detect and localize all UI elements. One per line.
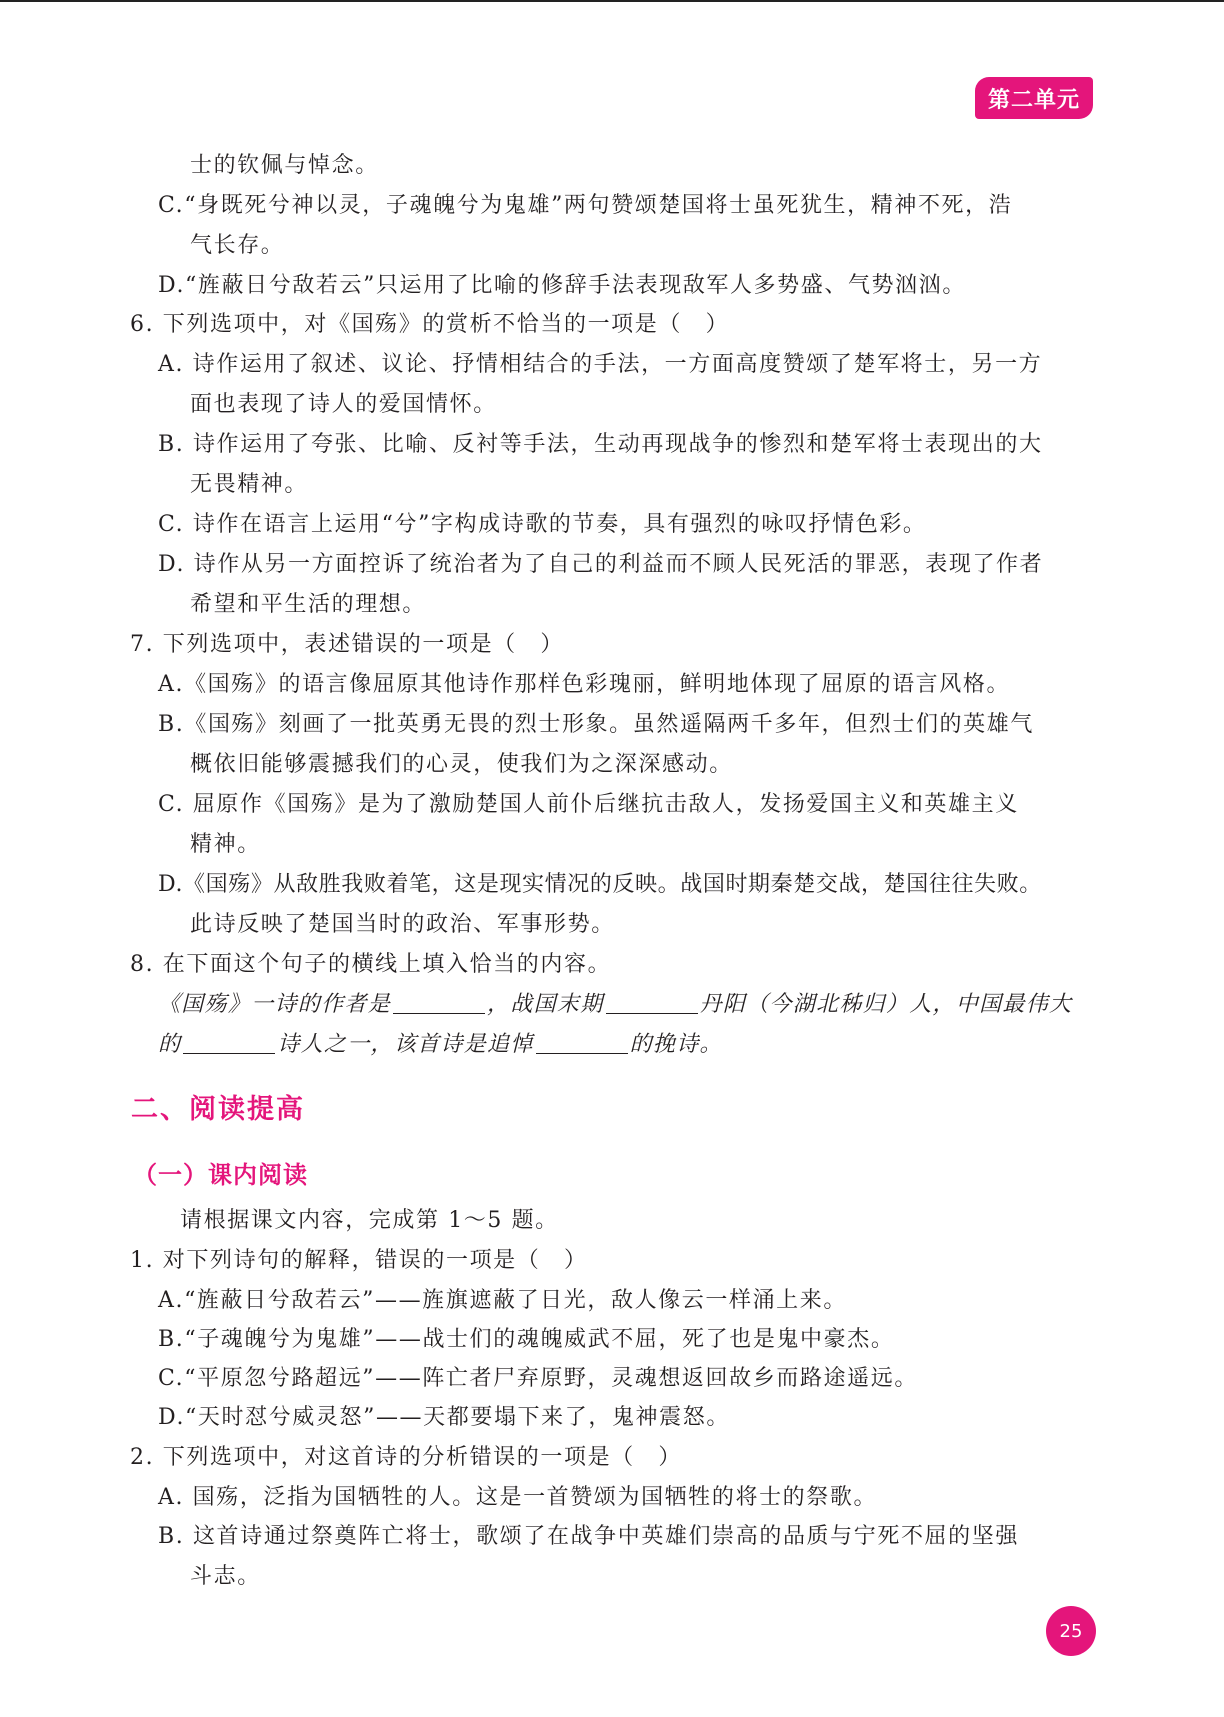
b-q2-option-a: A. 国殇，泛指为国牺牲的人。这是一首赞颂为国牺牲的将士的祭歌。 (158, 1485, 878, 1510)
top-border (0, 0, 1224, 2)
fill-blank[interactable] (536, 1033, 628, 1054)
q5-option-d: D.“旌蔽日兮敌若云”只运用了比喻的修辞手法表现敌军人多势盛、气势汹汹。 (158, 273, 966, 298)
q6-option-c: C. 诗作在语言上运用“兮”字构成诗歌的节奏，具有强烈的咏叹抒情色彩。 (158, 512, 927, 537)
q7-option-c-cont: 精神。 (190, 832, 261, 857)
instructions: 请根据课文内容，完成第 1～5 题。 (180, 1208, 559, 1233)
b-q1-option-a: A.“旌蔽日兮敌若云”——旌旗遮蔽了日光，敌人像云一样涌上来。 (158, 1288, 847, 1313)
page-number: 25 (1046, 1606, 1096, 1656)
q6-stem: 6. 下列选项中，对《国殇》的赏析不恰当的一项是（ ） (130, 312, 730, 337)
b-q1-option-b: B.“子魂魄兮为鬼雄”——战士们的魂魄威武不屈，死了也是鬼中豪杰。 (158, 1327, 895, 1352)
b-q1-stem: 1. 对下列诗句的解释，错误的一项是（ ） (130, 1248, 588, 1273)
q7-option-c: C. 屈原作《国殇》是为了激励楚国人前仆后继抗击敌人，发扬爱国主义和英雄主义 (158, 792, 1019, 817)
b-q2-option-b-cont: 斗志。 (190, 1564, 261, 1589)
q8-text: 《国殇》一诗的作者是 (158, 992, 392, 1017)
q8-fill-line-2 (158, 1030, 723, 1060)
q7-stem: 7. 下列选项中，表述错误的一项是（ ） (130, 632, 564, 657)
fill-blank[interactable] (183, 1033, 275, 1054)
q6-option-b-cont: 无畏精神。 (190, 472, 309, 497)
q6-option-b: B. 诗作运用了夸张、比喻、反衬等手法，生动再现战争的惨烈和楚军将士表现出的大 (158, 432, 1043, 457)
q7-option-b-cont: 概依旧能够震撼我们的心灵，使我们为之深深感动。 (190, 752, 733, 777)
q8-stem: 8. 在下面这个句子的横线上填入恰当的内容。 (130, 952, 612, 977)
q8-text: 丹阳（今湖北秭归）人，中国最伟大 (699, 992, 1073, 1017)
q5-option-c: C.“身既死兮神以灵，子魂魄兮为鬼雄”两句赞颂楚国将士虽死犹生，精神不死，浩 (158, 193, 1013, 218)
q6-option-d: D. 诗作从另一方面控诉了统治者为了自己的利益而不顾人民死活的罪恶，表现了作者 (158, 552, 1044, 577)
q8-text: 的 (158, 1032, 182, 1057)
q6-option-a: A. 诗作运用了叙述、议论、抒情相结合的手法，一方面高度赞颂了楚军将士，另一方 (158, 352, 1043, 377)
b-q1-option-d: D.“天时怼兮威灵怒”——天都要塌下来了，鬼神震怒。 (158, 1405, 730, 1430)
q7-option-b: B.《国殇》刻画了一批英勇无畏的烈士形象。虽然遥隔两千多年，但烈士们的英雄气 (158, 712, 1034, 737)
b-q2-stem: 2. 下列选项中，对这首诗的分析错误的一项是（ ） (130, 1445, 682, 1470)
q5-option-c-cont: 气长存。 (190, 233, 285, 258)
q6-option-d-cont: 希望和平生活的理想。 (190, 592, 427, 617)
q6-option-a-cont: 面也表现了诗人的爱国情怀。 (190, 392, 497, 417)
b-q1-option-c: C.“平原忽兮路超远”——阵亡者尸弃原野，灵魂想返回故乡而路途遥远。 (158, 1366, 918, 1391)
q8-fill-line-1 (158, 990, 1072, 1020)
q8-text: 诗人之一，该首诗是追悼 (277, 1032, 534, 1057)
b-q2-option-b: B. 这首诗通过祭奠阵亡将士，歌颂了在战争中英雄们崇高的品质与宁死不屈的坚强 (158, 1524, 1019, 1549)
q7-option-a: A.《国殇》的语言像屈原其他诗作那样色彩瑰丽，鲜明地体现了屈原的语言风格。 (158, 672, 1011, 697)
q7-option-d: D.《国殇》从敌胜我败着笔，这是现实情况的反映。战国时期秦楚交战，楚国往往失败。 (158, 872, 1042, 897)
unit-badge: 第二单元 (975, 77, 1093, 119)
fill-blank[interactable] (393, 993, 485, 1014)
q8-text: 的挽诗。 (629, 1032, 723, 1057)
q8-text: ，战国末期 (487, 992, 604, 1017)
fill-blank[interactable] (606, 993, 698, 1014)
q7-option-d-cont: 此诗反映了楚国当时的政治、军事形势。 (190, 912, 615, 937)
section-heading: 二、阅读提高 (131, 1094, 305, 1125)
subsection-heading: （一）课内阅读 (133, 1161, 308, 1189)
q5-continuation: 士的钦佩与悼念。 (190, 153, 379, 178)
